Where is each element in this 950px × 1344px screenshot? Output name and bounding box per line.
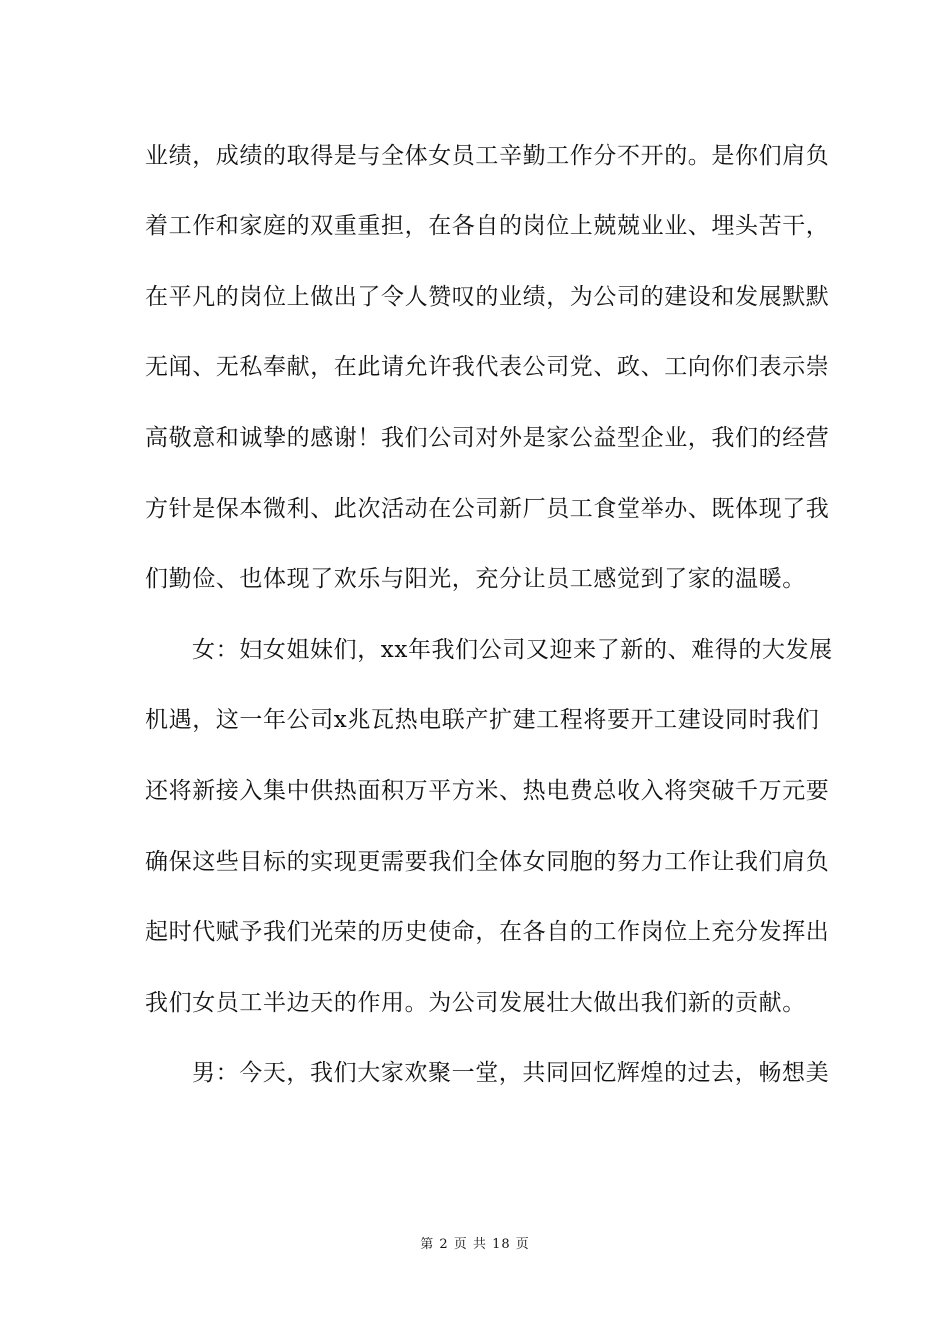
footer-total-pages: 18 [492,1237,511,1252]
body-line-10: 还将新接入集中供热面积万平方米、热电费总收入将突破千万元要 [145,778,830,804]
body-line-13: 我们女员工半边天的作用。为公司发展壮大做出我们新的贡献。 [145,990,806,1016]
footer-current-page: 2 [439,1237,449,1252]
body-line-9: 机遇，这一年公司x兆瓦热电联产扩建工程将要开工建设同时我们 [145,707,820,733]
footer-prefix: 第 [420,1237,435,1252]
page-footer [0,1236,950,1254]
footer-middle: 页 共 [453,1237,487,1252]
body-line-5: 高敬意和诚挚的感谢！我们公司对外是家公益型企业，我们的经营 [145,425,830,451]
body-line-12: 起时代赋予我们光荣的历史使命，在各自的工作岗位上充分发挥出 [145,919,830,945]
body-line-11: 确保这些目标的实现更需要我们全体女同胞的努力工作让我们肩负 [145,849,830,875]
footer-suffix: 页 [515,1237,530,1252]
body-line-14: 男：今天，我们大家欢聚一堂，共同回忆辉煌的过去，畅想美 [192,1060,830,1086]
body-line-4: 无闻、无私奉献，在此请允许我代表公司党、政、工向你们表示崇 [145,354,830,380]
body-line-7: 们勤俭、也体现了欢乐与阳光，充分让员工感觉到了家的温暖。 [145,566,806,592]
body-line-3: 在平凡的岗位上做出了令人赞叹的业绩，为公司的建设和发展默默 [145,284,830,310]
body-line-1: 业绩，成绩的取得是与全体女员工辛勤工作分不开的。是你们肩负 [145,143,830,169]
body-line-8: 女：妇女姐妹们，xx年我们公司又迎来了新的、难得的大发展 [192,637,833,663]
body-line-6: 方针是保本微利、此次活动在公司新厂员工食堂举办、既体现了我 [145,496,830,522]
body-line-2: 着工作和家庭的双重重担，在各自的岗位上兢兢业业、埋头苦干， [145,213,830,239]
